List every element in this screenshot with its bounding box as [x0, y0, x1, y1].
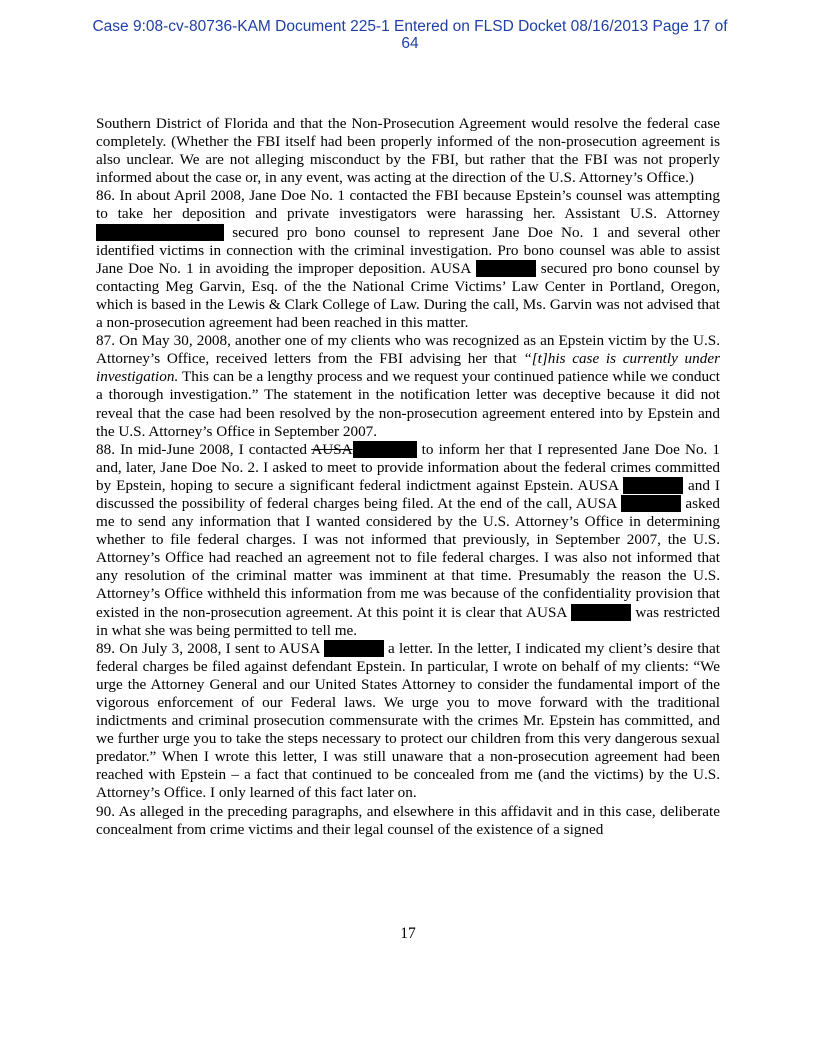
p86-text-a: 86. In about April 2008, Jane Doe No. 1 contacted the FBI because Epstein’s counsel was attempting to take her deposition and private investigators were harassing her. Assistant U.S. Attorney [96, 187, 720, 223]
p88-text-c: and I discussed the possibility of federal charges being filed. At the end of the call, AUSA [96, 476, 720, 512]
p87-italic-quote: “[t]his case is currently under investigation. [96, 350, 720, 386]
document-body [96, 115, 720, 839]
paragraph-86 [96, 187, 720, 332]
page-number: 17 [400, 925, 416, 942]
docket-header [60, 18, 760, 52]
p87-text-a: 87. On May 30, 2008, another one of my clients who was recognized as an Epstein victim by the U.S. Attorney’s Office, received letters from the FBI advising her that [96, 332, 720, 368]
paragraph-continuation: Southern District of Florida and that the Non-Prosecution Agreement would resolve the federal case completely. (Whether the FBI itself had been properly informed of the non-prosecution agreement is also unclear. We are not alleging misconduct by the FBI, but rather that the FBI was not properly informed about the case or, in any event, was acting at the direction of the U.S. Attorney’s Office.) [96, 115, 720, 187]
p86-text-c: secured pro bono counsel by contacting Meg Garvin, Esq. of the the National Crime Victims’ Law Center in Portland, Oregon, which is based in the Lewis & Clark College of Law. During the call, Ms. Garvin was not advised that a non-prosecution agreement had been reached in this matter. [96, 259, 720, 332]
paragraph-89 [96, 640, 720, 803]
redaction-box [96, 224, 224, 241]
redaction-box [476, 260, 536, 277]
redaction-box [571, 604, 631, 621]
p89-text-b: a letter. In the letter, I indicated my client’s desire that federal charges be filed against defendant Epstein. In particular, I wrote on behalf of my clients: “We urge the Attorney General and our United States Attorney to consider the fundamental import of the vigorous enforcement of our Federal laws. We urge you to move forward with the traditional indictments and criminal prosecution commensurate with the crimes Mr. Epstein has committed, and we further urge you to take the steps necessary to protect our children from this very dangerous sexual predator.” When I wrote this letter, I was still unaware that a non-prosecution agreement had been reached with Epstein – a fact that continued to be concealed from me (and the victims) by the U.S. Attorney’s Office. I only learned of this fact later on. [96, 639, 720, 802]
paragraph-88 [96, 441, 720, 640]
p89-text-a: 89. On July 3, 2008, I sent to AUSA [96, 639, 324, 657]
p88-text-a: 88. In mid-June 2008, I contacted [96, 440, 312, 458]
p88-text-d: asked me to send any information that I wanted considered by the U.S. Attorney’s Office in determining whether to file federal charges. I was not informed that previously, in September 2007, the U.S. Attorney’s Office had reached an agreement not to file federal charges. I was also not informed that any resolution of the criminal matter was imminent at that time. Presumably the reason the U.S. Attorney’s Office withheld this information from me was because of the confidentiality provision that existed in the non-prosecution agreement. At this point it is clear that AUSA [96, 494, 720, 621]
p88-text-b: to inform her that I represented Jane Doe No. 1 and, later, Jane Doe No. 2. I asked to meet to provide information about the federal crimes committed by Epstein, hoping to secure a significant federal indictment against Epstein. AUSA [96, 440, 721, 494]
paragraph-87 [96, 332, 720, 441]
p88-struck-ausa: AUSA [311, 440, 353, 458]
redaction-box [621, 495, 681, 512]
p86-text-b: secured pro bono counsel to represent Jane Doe No. 1 and several other identified victims in connection with the criminal investigation. Pro bono counsel was able to assist Jane Doe No. 1 in avoiding the improper deposition. AUSA [96, 223, 720, 277]
p88-text-e: was restricted in what she was being permitted to tell me. [96, 603, 721, 639]
p87-text-b: This can be a lengthy process and we request your continued patience while we conduct a thorough investigation.” The statement in the notification letter was deceptive because it did not reveal that the case had been resolved by the non-prosecution agreement entered into by Epstein and the U.S. Attorney’s Office in September 2007. [96, 368, 720, 440]
redaction-box [353, 441, 417, 458]
paragraph-90: 90. As alleged in the preceding paragraphs, and elsewhere in this affidavit and in this case, deliberate concealment from crime victims and their legal counsel of the existence of a signed [96, 802, 720, 838]
docket-header-line2: 64 [401, 35, 419, 52]
redaction-box [324, 640, 384, 657]
redaction-box [623, 477, 683, 494]
docket-header-line1: Case 9:08-cv-80736-KAM Document 225-1 Entered on FLSD Docket 08/16/2013 Page 17 of [92, 18, 728, 35]
